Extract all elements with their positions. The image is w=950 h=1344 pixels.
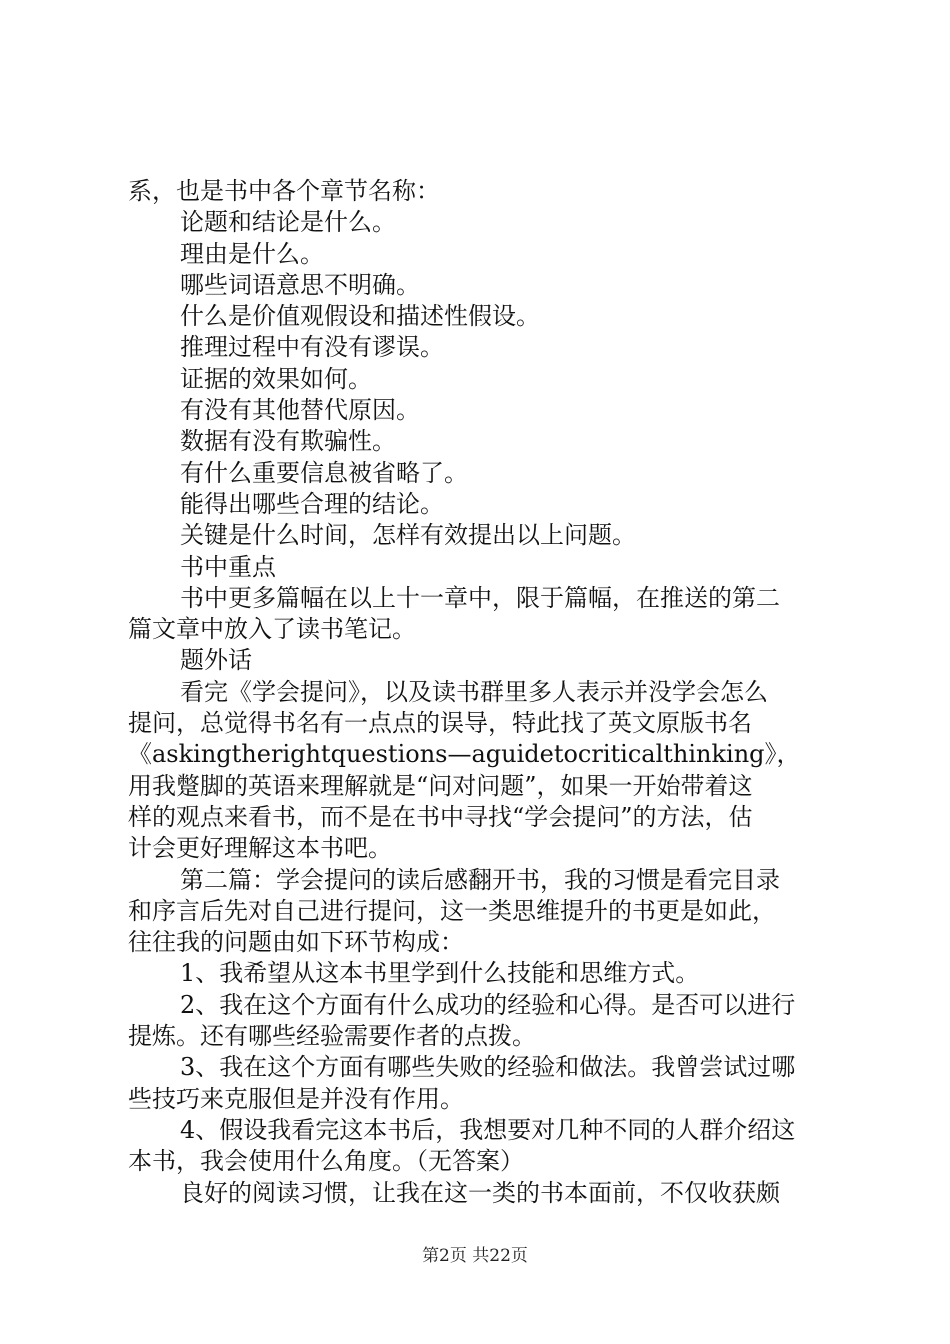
text-line: 往往我的问题由如下环节构成： xyxy=(128,928,464,957)
text-line: 有什么重要信息被省略了。 xyxy=(180,458,468,487)
text-line: 提炼。还有哪些经验需要作者的点拨。 xyxy=(128,1022,536,1051)
text-line: 题外话 xyxy=(180,646,252,675)
text-line: 看完《学会提问》，以及读书群里多人表示并没学会怎么 xyxy=(180,677,768,706)
text-line: 4、假设我看完这本书后，我想要对几种不同的人群介绍这 xyxy=(180,1115,796,1144)
document-body xyxy=(128,176,832,1209)
text-line: 第二篇：学会提问的读后感翻开书，我的习惯是看完目录 xyxy=(180,865,780,894)
text-line: 书中更多篇幅在以上十一章中，限于篇幅，在推送的第二 xyxy=(180,583,780,612)
text-line: 2、我在这个方面有什么成功的经验和心得。是否可以进行 xyxy=(180,990,796,1019)
text-line: 推理过程中有没有谬误。 xyxy=(180,333,444,362)
text-line: 本书，我会使用什么角度。（无答案） xyxy=(128,1147,524,1176)
text-line: 1、我希望从这本书里学到什么技能和思维方式。 xyxy=(180,959,700,988)
text-line: 数据有没有欺骗性。 xyxy=(180,427,396,456)
text-line: 《askingtherightquestions—aguidetocriticalthinking》， xyxy=(128,740,801,769)
text-line: 些技巧来克服但是并没有作用。 xyxy=(128,1084,464,1113)
text-line: 什么是价值观假设和描述性假设。 xyxy=(180,302,540,331)
text-line: 系，也是书中各个章节名称： xyxy=(128,177,440,205)
text-line: 关键是什么时间，怎样有效提出以上问题。 xyxy=(180,521,636,550)
text-line: 有没有其他替代原因。 xyxy=(180,396,420,425)
text-line: 能得出哪些合理的结论。 xyxy=(180,489,444,518)
text-line: 哪些词语意思不明确。 xyxy=(180,270,420,299)
text-line: 书中重点 xyxy=(180,552,276,581)
page-number-footer: 第2页 共22页 xyxy=(422,1246,528,1266)
text-line: 证据的效果如何。 xyxy=(180,364,372,393)
text-line: 计会更好理解这本书吧。 xyxy=(128,834,392,863)
text-line: 理由是什么。 xyxy=(180,239,324,268)
text-line: 用我蹩脚的英语来理解就是“问对问题”，如果一开始带着这 xyxy=(128,771,753,800)
text-line: 样的观点来看书，而不是在书中寻找“学会提问”的方法，估 xyxy=(128,802,753,831)
text-line: 良好的阅读习惯，让我在这一类的书本面前，不仅收获颇 xyxy=(180,1178,780,1207)
text-line: 论题和结论是什么。 xyxy=(180,208,396,237)
text-line: 3、我在这个方面有哪些失败的经验和做法。我曾尝试过哪 xyxy=(180,1053,796,1082)
text-line: 提问，总觉得书名有一点点的误导，特此找了英文原版书名 xyxy=(128,709,752,738)
text-line: 和序言后先对自己进行提问，这一类思维提升的书更是如此， xyxy=(128,896,776,925)
text-line: 篇文章中放入了读书笔记。 xyxy=(128,615,416,644)
